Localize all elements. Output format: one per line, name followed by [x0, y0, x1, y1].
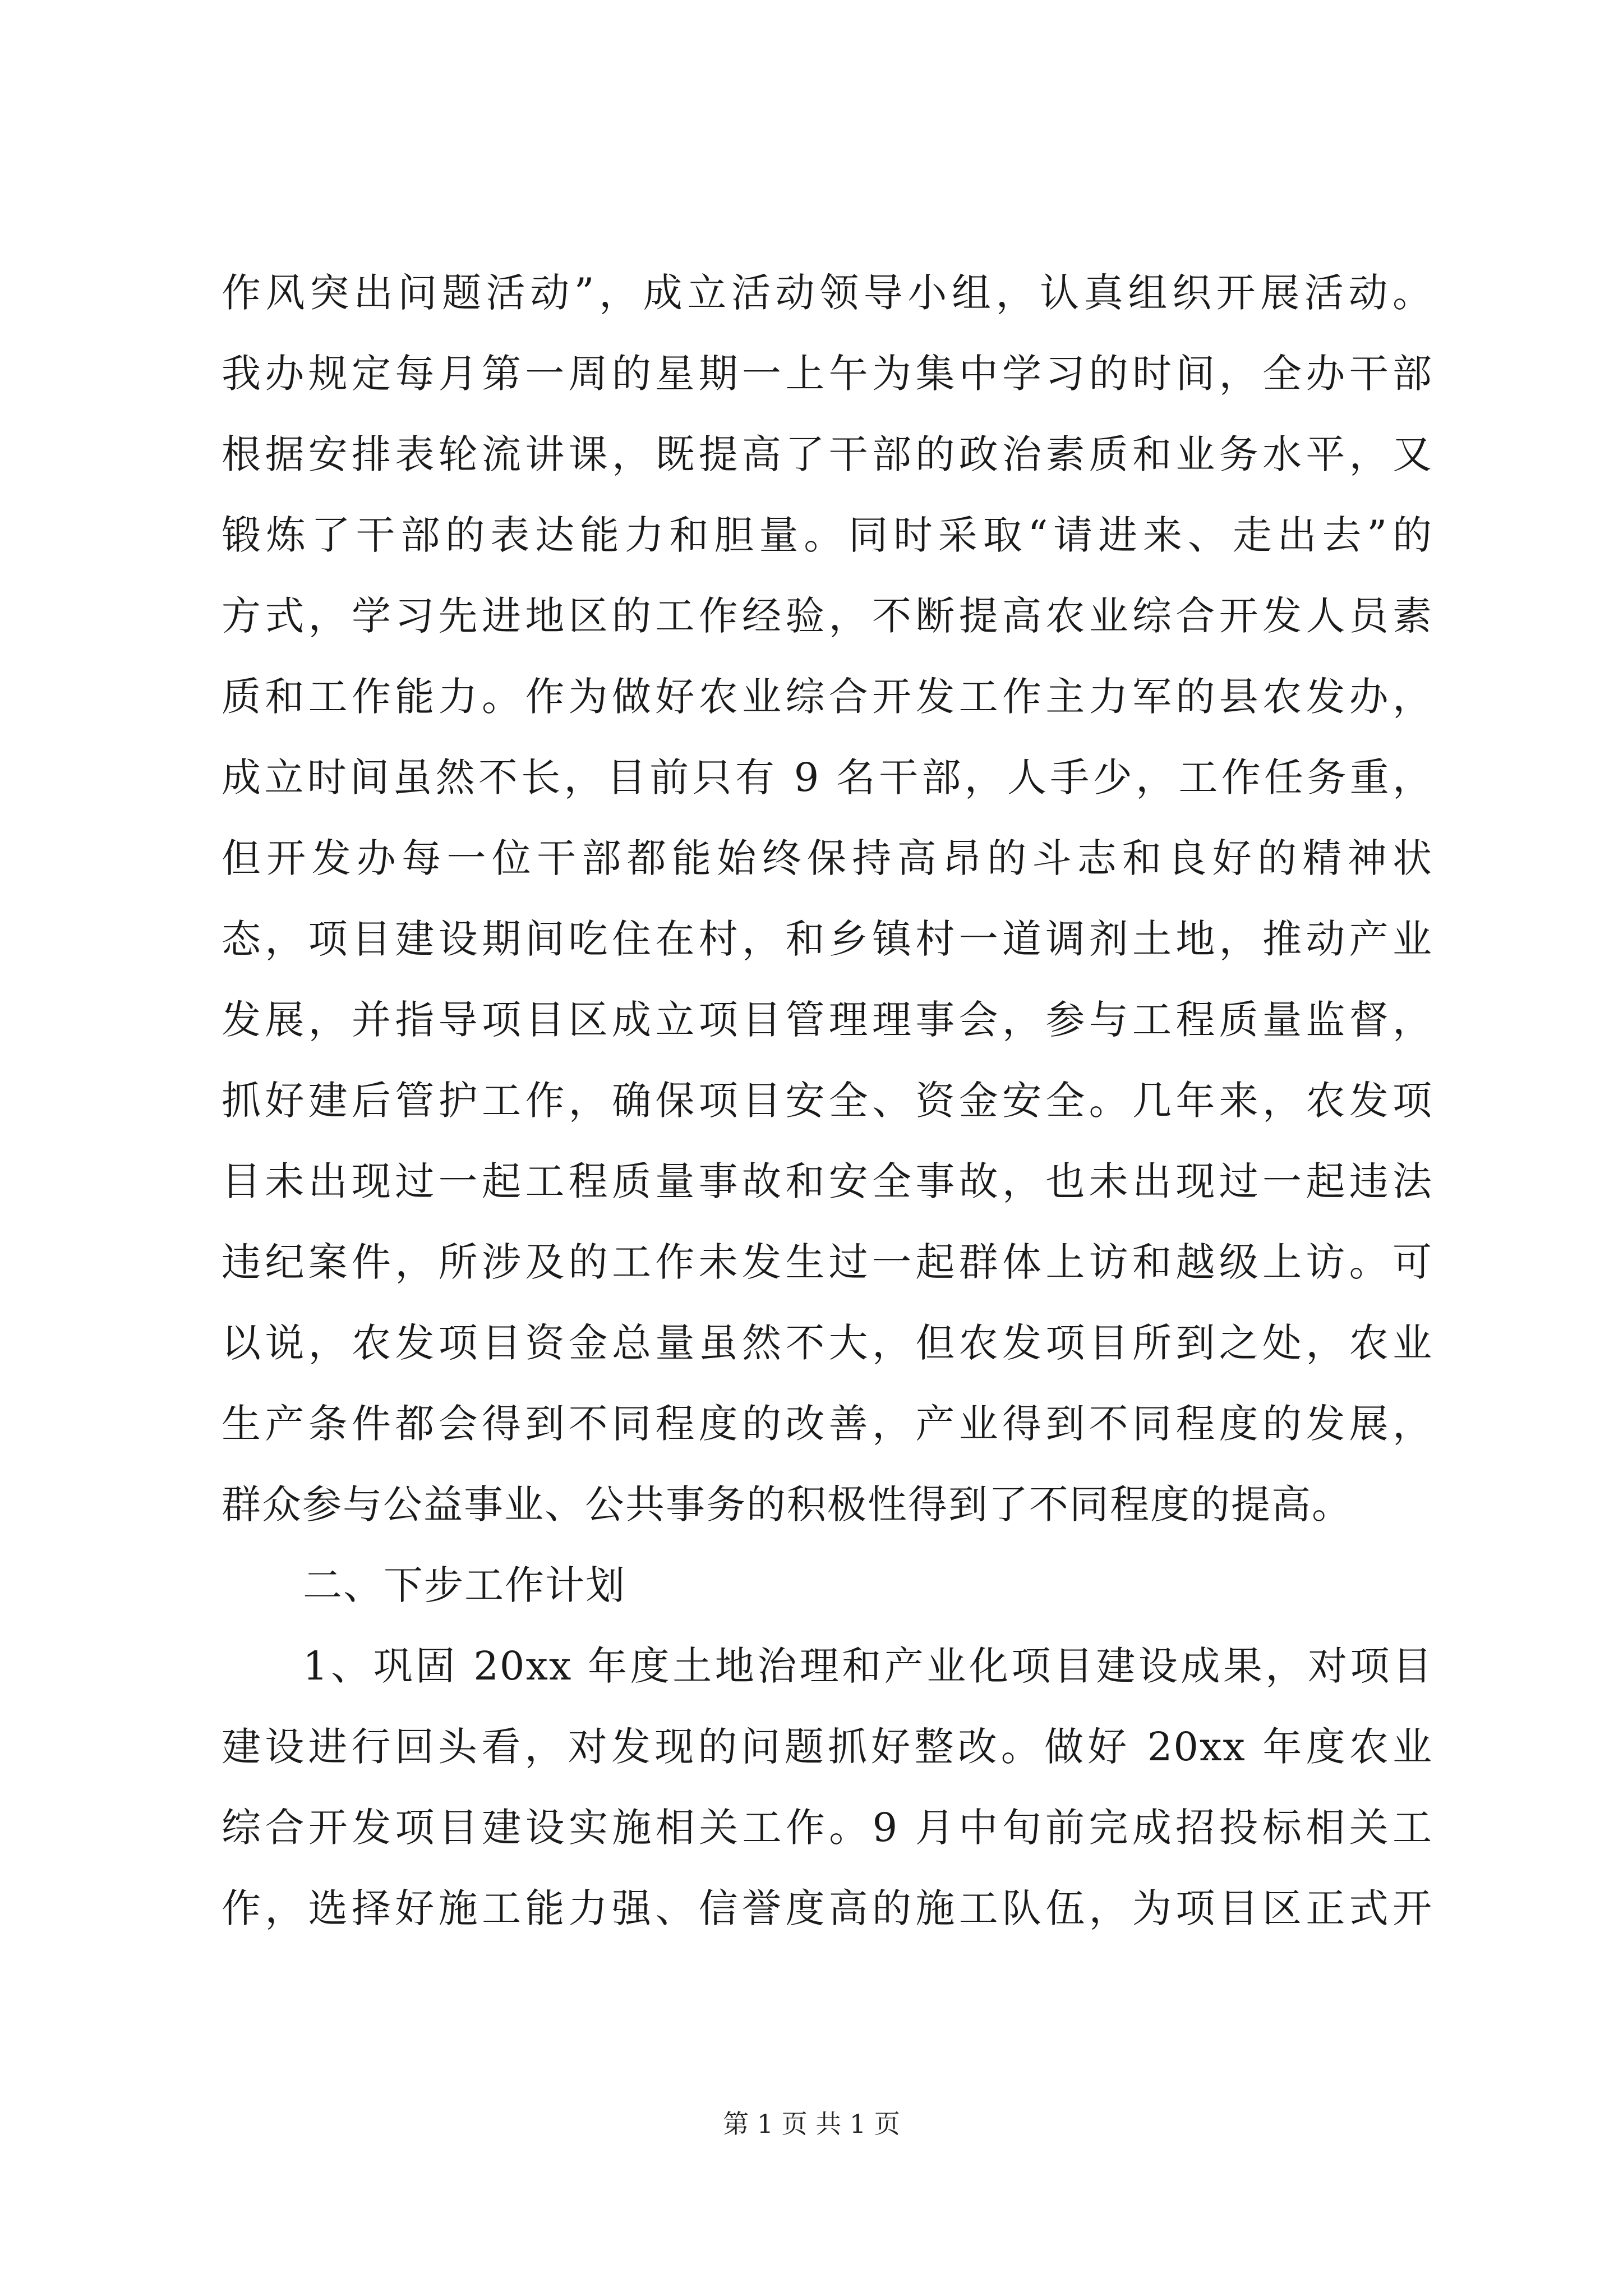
page-number-footer: 第 1 页 共 1 页 [723, 2109, 900, 2139]
paragraph-line: 我办规定每月第一周的星期一上午为集中学习的时间，全办干部 [222, 351, 1433, 397]
plan-line: 作，选择好施工能力强、信誉度高的施工队伍，为项目区正式开 [222, 1885, 1433, 1931]
paragraph-line: 目未出现过一起工程质量事故和安全事故，也未出现过一起违法 [222, 1158, 1433, 1204]
paragraph-line: 作风突出问题活动”，成立活动领导小组，认真组织开展活动。 [222, 270, 1433, 316]
paragraph-line: 违纪案件，所涉及的工作未发生过一起群体上访和越级上访。可 [222, 1239, 1433, 1285]
plan-line: 综合开发项目建设实施相关工作。9 月中旬前完成招投标相关工 [222, 1805, 1433, 1851]
section-heading: 二、下步工作计划 [303, 1562, 626, 1608]
paragraph-line: 群众参与公益事业、公共事务的积极性得到了不同程度的提高。 [222, 1481, 1352, 1527]
plan-line: 建设进行回头看，对发现的问题抓好整改。做好 20xx 年度农业 [222, 1724, 1433, 1770]
paragraph-line: 生产条件都会得到不同程度的改善，产业得到不同程度的发展， [222, 1401, 1433, 1447]
paragraph-line: 以说，农发项目资金总量虽然不大，但农发项目所到之处，农业 [222, 1320, 1433, 1366]
paragraph-line: 方式，学习先进地区的工作经验，不断提高农业综合开发人员素 [222, 593, 1433, 639]
paragraph-line: 态，项目建设期间吃住在村，和乡镇村一道调剂土地，推动产业 [222, 916, 1433, 962]
plan-line: 1、巩固 20xx 年度土地治理和产业化项目建设成果，对项目 [303, 1643, 1433, 1689]
document-body [222, 252, 1433, 1949]
paragraph-line: 质和工作能力。作为做好农业综合开发工作主力军的县农发办， [222, 674, 1433, 720]
paragraph-line: 但开发办每一位干部都能始终保持高昂的斗志和良好的精神状 [222, 835, 1433, 881]
paragraph-line: 发展，并指导项目区成立项目管理理事会，参与工程质量监督， [222, 997, 1433, 1043]
paragraph-line: 锻炼了干部的表达能力和胆量。同时采取“请进来、走出去”的 [222, 512, 1433, 558]
paragraph-line: 成立时间虽然不长，目前只有 9 名干部，人手少，工作任务重， [222, 754, 1433, 800]
paragraph-line: 根据安排表轮流讲课，既提高了干部的政治素质和业务水平，又 [222, 431, 1433, 477]
paragraph-line: 抓好建后管护工作，确保项目安全、资金安全。几年来，农发项 [222, 1078, 1433, 1124]
